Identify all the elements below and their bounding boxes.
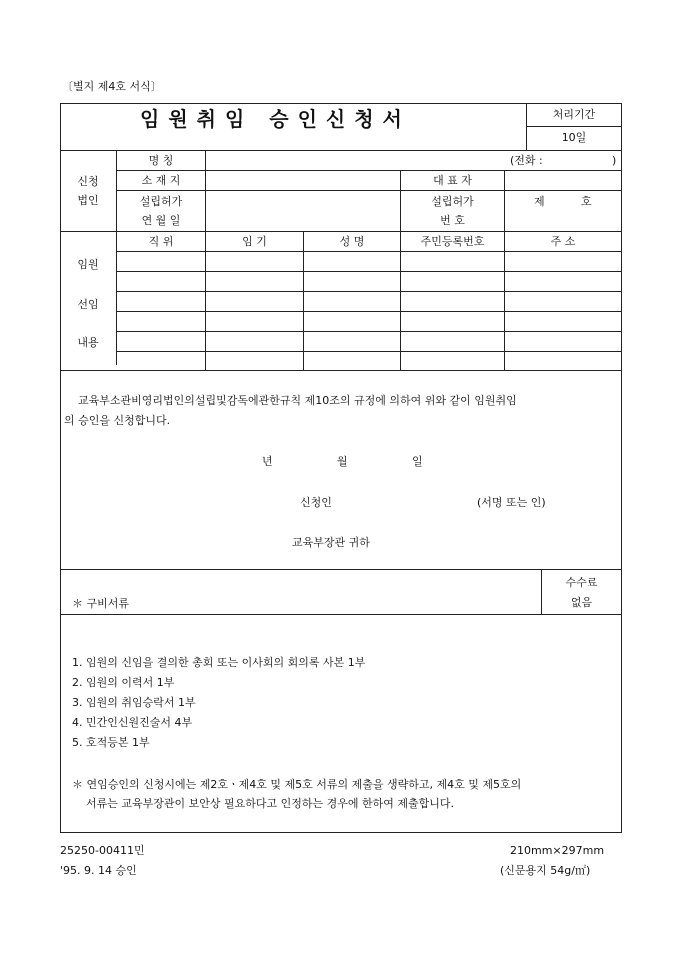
fee-value: 없음 [570, 596, 593, 609]
permit-no-field[interactable] [546, 191, 580, 211]
officers-entry-rows[interactable] [117, 252, 621, 370]
header-name: 성 명 [339, 235, 365, 248]
fee-label: 수수료 [565, 576, 598, 589]
permit-date-field[interactable] [206, 191, 400, 231]
document-item: 3. 임원의 취임승락서 1부 [72, 696, 196, 709]
document-item: 4. 민간인신원진술서 4부 [72, 716, 193, 729]
officers-section-label-3: 내용 [77, 336, 99, 349]
documents-heading: ＊ 구비서류 [72, 597, 130, 610]
documents-note-line-2: 서류는 교육부장관이 보안상 필요하다고 인정하는 경우에 한하여 제출합니다. [86, 797, 455, 810]
footer-paper-type: (신문용지 54g/㎡) [500, 864, 591, 877]
permit-no-je: 제 [534, 195, 545, 208]
permit-date-label: 설립허가 [139, 195, 183, 208]
permit-no-label-2: 번 호 [440, 214, 465, 227]
header-id-number: 주민등록번호 [420, 235, 485, 248]
header-term: 임 기 [242, 235, 267, 248]
applicant-section-label-2: 법인 [77, 194, 99, 207]
processing-label: 처리기간 [552, 108, 596, 121]
processing-value: 10일 [561, 131, 587, 144]
representative-label: 대 표 자 [433, 174, 472, 187]
address-field[interactable] [206, 171, 400, 190]
header-position: 직 위 [148, 235, 174, 248]
applicant-label: 신청인 [300, 496, 332, 509]
address-label: 소 재 지 [141, 174, 181, 187]
applicant-signature-field[interactable] [345, 492, 475, 512]
name-field[interactable] [206, 151, 506, 170]
header-address: 주 소 [550, 235, 576, 248]
addressee: 교육부장관 귀하 [292, 536, 370, 549]
document-item: 2. 임원의 이력서 1부 [72, 676, 175, 689]
document-item: 5. 호적등본 1부 [72, 736, 150, 749]
phone-close: ) [612, 154, 617, 167]
phone-field[interactable] [554, 151, 609, 170]
officers-section-label-2: 선임 [77, 298, 99, 311]
permit-no-ho: 호 [581, 195, 592, 208]
statement-line-1: 교육부소관비영리법인의설립및감독에관한규칙 제10조의 규정에 의하여 위와 같이 임원취임 [78, 394, 517, 407]
phone-label: (전화 : [510, 154, 543, 167]
permit-no-label: 설립허가 [431, 195, 474, 208]
date-year: 년 [262, 455, 273, 468]
footer-paper-size: 210mm×297mm [510, 844, 605, 857]
form-title: 임원취임 승인신청서 [140, 107, 411, 131]
statement-line-2: 의 승인을 신청합니다. [64, 414, 171, 427]
permit-date-label-2: 연 월 일 [141, 214, 181, 227]
representative-field[interactable] [505, 171, 621, 190]
form-label: 〔별지 제4호 서식〕 [62, 80, 162, 93]
documents-note-line-1: ＊ 연임승인의 신청시에는 제2호ㆍ제4호 및 제5호 서류의 제출을 생략하고, 제4호 및 제5호의 [72, 778, 522, 791]
signature-note: (서명 또는 인) [477, 496, 546, 509]
officers-section-label: 임원 [77, 258, 99, 271]
document-item: 1. 임원의 신임을 결의한 총회 또는 이사회의 회의록 사본 1부 [72, 656, 366, 669]
footer-approval: '95. 9. 14 승인 [60, 864, 137, 877]
date-month: 월 [337, 455, 348, 468]
footer-form-code: 25250-00411민 [60, 844, 145, 857]
date-day: 일 [412, 455, 423, 468]
name-label: 명 칭 [148, 154, 174, 167]
applicant-section-label: 신청 [77, 175, 99, 188]
